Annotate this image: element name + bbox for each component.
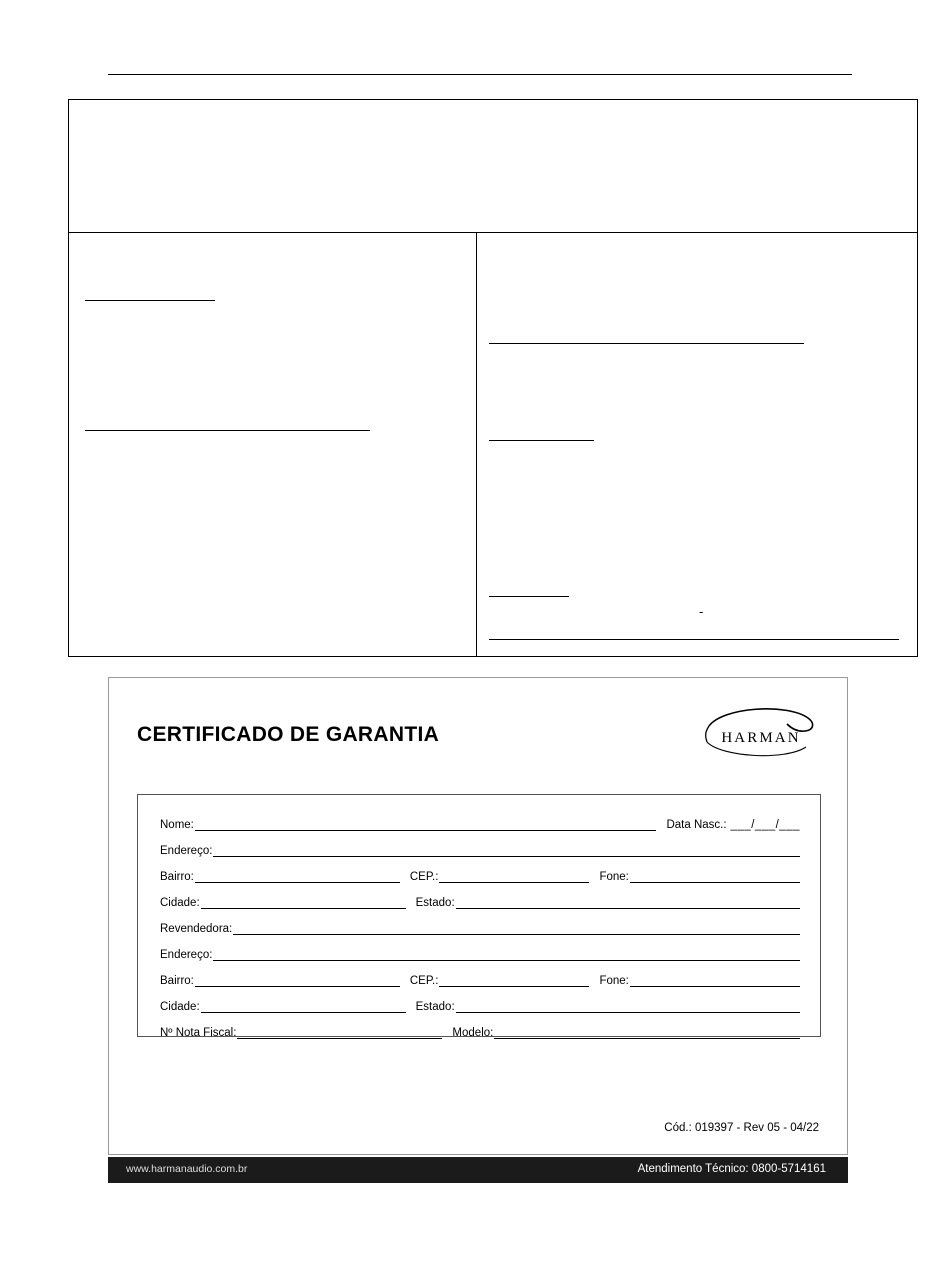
input-cidade-cliente[interactable] — [201, 897, 406, 909]
input-endereco-revendedora[interactable] — [213, 949, 800, 961]
label-cidade-cliente: Cidade: — [160, 897, 200, 909]
input-endereco-cliente[interactable] — [213, 845, 800, 857]
label-nota-fiscal: Nº Nota Fiscal: — [160, 1027, 237, 1039]
top-horizontal-rule — [108, 74, 852, 75]
field-row-cidade-revendedora — [160, 989, 800, 1013]
label-data-nasc: Data Nasc.: — [666, 819, 727, 831]
label-fone-revendedora: Fone: — [599, 975, 629, 987]
blank-line-right-2 — [489, 440, 594, 441]
harman-wordmark: HARMAN — [721, 730, 801, 746]
blank-line-left-1 — [85, 300, 215, 301]
field-row-cidade-cliente — [160, 885, 800, 909]
certificate-code-line: Cód.: 019397 - Rev 05 - 04/22 — [664, 1122, 819, 1134]
dash-mark-1: - — [699, 604, 704, 619]
warranty-certificate-card — [108, 677, 848, 1155]
label-endereco-cliente: Endereço: — [160, 845, 213, 857]
harman-logo — [701, 706, 821, 764]
field-row-endereco-cliente — [160, 833, 800, 857]
label-cep-cliente: CEP.: — [409, 871, 439, 883]
input-bairro-cliente[interactable] — [195, 871, 400, 883]
field-row-endereco-revendedora — [160, 937, 800, 961]
input-fone-revendedora[interactable] — [630, 975, 800, 987]
input-nota-fiscal[interactable] — [237, 1027, 442, 1039]
upper-form-column-divider — [476, 233, 477, 656]
input-revendedora[interactable] — [233, 923, 800, 935]
input-nome[interactable] — [195, 819, 657, 831]
input-cidade-revendedora[interactable] — [201, 1001, 406, 1013]
input-modelo[interactable] — [494, 1027, 800, 1039]
input-cep-cliente[interactable] — [439, 871, 589, 883]
input-estado-revendedora[interactable] — [456, 1001, 800, 1013]
label-bairro-revendedora: Bairro: — [160, 975, 194, 987]
field-row-bairro-cliente — [160, 859, 800, 883]
label-cidade-revendedora: Cidade: — [160, 1001, 200, 1013]
label-cep-revendedora: CEP.: — [409, 975, 439, 987]
input-bairro-revendedora[interactable] — [195, 975, 400, 987]
certificate-fields-box — [137, 794, 821, 1037]
label-bairro-cliente: Bairro: — [160, 871, 194, 883]
input-estado-cliente[interactable] — [456, 897, 800, 909]
upper-form-header-band — [69, 100, 917, 233]
input-cep-revendedora[interactable] — [439, 975, 589, 987]
certificate-title: CERTIFICADO DE GARANTIA — [137, 723, 440, 746]
label-endereco-revendedora: Endereço: — [160, 949, 213, 961]
label-estado-revendedora: Estado: — [415, 1001, 455, 1013]
blank-line-right-1 — [489, 343, 804, 344]
blank-line-right-4 — [489, 639, 899, 640]
field-row-revendedora — [160, 911, 800, 935]
footer-website[interactable]: www.harmanaudio.com.br — [126, 1163, 248, 1175]
footer-bar — [108, 1157, 848, 1183]
footer-support-phone: Atendimento Técnico: 0800-5714161 — [637, 1163, 826, 1175]
label-nome: Nome: — [160, 819, 194, 831]
field-row-nota-fiscal — [160, 1015, 800, 1039]
label-fone-cliente: Fone: — [599, 871, 629, 883]
upper-form-box — [68, 99, 918, 657]
blank-line-right-3 — [489, 596, 569, 597]
label-revendedora: Revendedora: — [160, 923, 233, 935]
input-fone-cliente[interactable] — [630, 871, 800, 883]
label-modelo: Modelo: — [452, 1027, 494, 1039]
label-estado-cliente: Estado: — [415, 897, 455, 909]
field-row-bairro-revendedora — [160, 963, 800, 987]
field-row-nome — [160, 807, 800, 831]
input-data-nasc[interactable]: ___/___/___ — [730, 819, 800, 831]
blank-line-left-2 — [85, 430, 370, 431]
